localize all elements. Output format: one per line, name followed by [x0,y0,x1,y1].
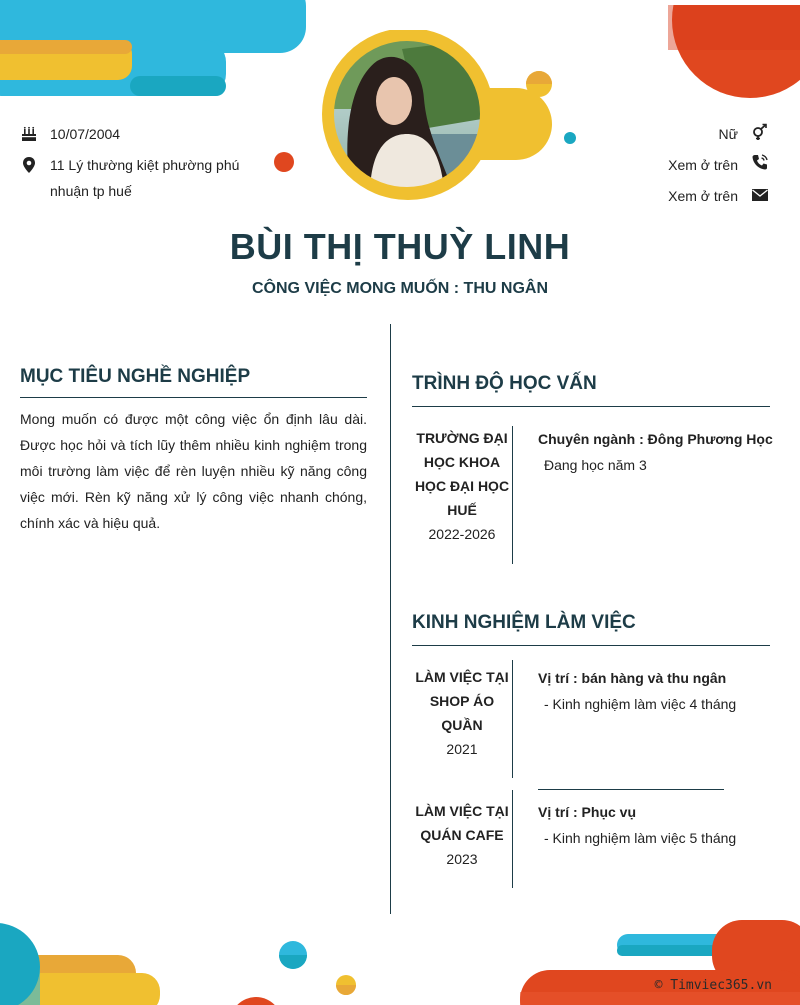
email: Xem ở trên [668,188,738,204]
experience-details-1 [538,665,736,717]
experience-year-2: 2023 [446,851,478,867]
full-name: BÙI THỊ THUỲ LINH [229,226,571,267]
education-entry [412,426,512,546]
experience-detail-1: - Kinh nghiệm làm việc 4 tháng [544,696,737,712]
birthday-cake-icon [20,125,38,143]
experience-place-1: LÀM VIỆC TẠI SHOP ÁO QUẦN [415,669,509,733]
column-divider [390,324,391,914]
experience-position-2: Vị trí : Phục vụ [538,804,637,820]
objective-rule [20,397,367,398]
top-left-decoration [0,0,310,100]
birthdate: 10/07/2004 [50,126,121,142]
address: 11 Lý thường kiệt phường phú nhuận tp huế [50,157,240,199]
education-entry-divider [512,426,513,564]
envelope-icon [751,186,769,204]
experience-entry-2 [412,799,512,871]
school-name: TRƯỜNG ĐẠI HỌC KHOA HỌC ĐẠI HỌC HUẾ [414,430,510,518]
top-right-decoration [668,0,800,100]
desired-job: CÔNG VIỆC MONG MUỐN : THU NGÂN [252,280,548,297]
phone: Xem ở trên [668,157,738,173]
experience-entry-1 [412,665,512,761]
experience-title: KINH NGHIỆM LÀM VIỆC [412,612,636,633]
experience-position-1: Vị trí : bán hàng và thu ngân [538,670,727,686]
experience-year-1: 2021 [446,741,478,757]
experience-rule [412,645,770,646]
experience-detail-2: - Kinh nghiệm làm việc 5 tháng [544,830,737,846]
education-rule [412,406,770,407]
education-status: Đang học năm 3 [544,457,647,473]
education-title: TRÌNH ĐỘ HỌC VẤN [412,373,597,394]
experience-divider-2 [512,790,513,888]
education-years: 2022-2026 [428,526,496,542]
objective-text: Mong muốn có được một công việc ổn định lâu dài. Được học hỏi và tích lũy thêm nhiều kinh nghiệm trong môi trường làm việc để rèn luyện nhiều kỹ năng công việc mới. Rèn kỹ năng xử lý công việc nhanh chóng, chính xác và hiệu quả. [20,411,367,531]
phone-icon [751,153,769,171]
avatar [332,39,482,189]
experience-divider-1 [512,660,513,778]
experience-place-2: LÀM VIỆC TẠI QUÁN CAFE [415,803,509,843]
location-pin-icon [20,156,38,174]
objective-title: MỤC TIÊU NGHỀ NGHIỆP [20,366,251,387]
gender-icon [751,123,769,141]
education-major: Chuyên ngành : Đông Phương Học [538,431,773,447]
experience-details-2 [538,799,736,851]
footer-watermark: © Timviec365.vn [654,978,772,993]
experience-separator [538,789,724,790]
bottom-left-decoration [0,915,380,1005]
education-details [538,426,773,478]
gender: Nữ [718,126,738,142]
